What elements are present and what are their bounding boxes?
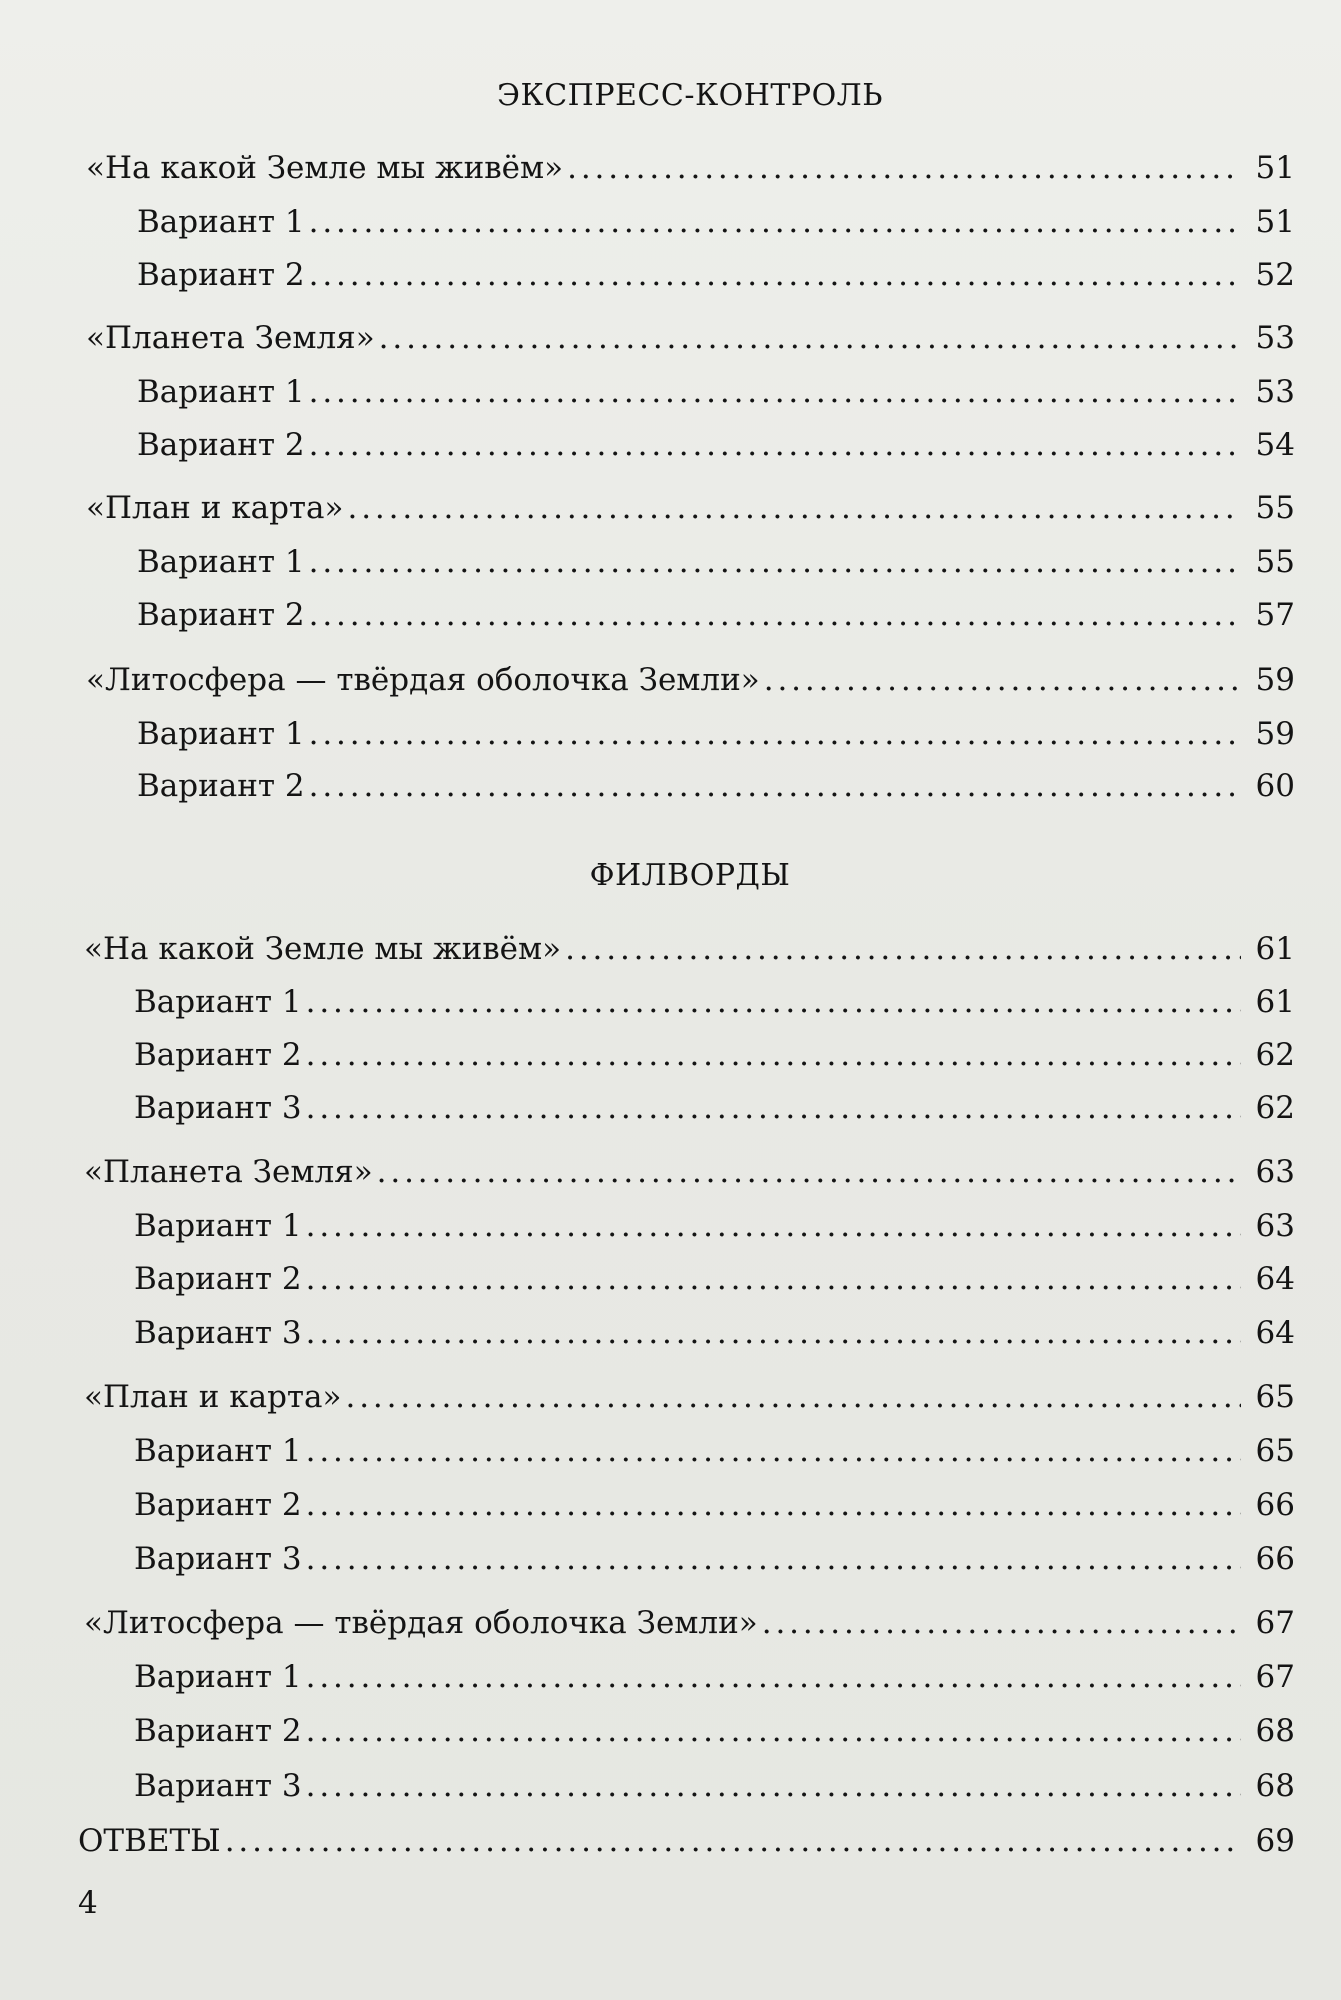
- dot-leader: [309, 374, 1241, 410]
- toc-entry-page: 55: [1255, 490, 1295, 526]
- toc-variant-label: Вариант 2: [134, 1261, 302, 1297]
- dot-leader: [309, 257, 1241, 293]
- toc-variant-page: 68: [1255, 1713, 1295, 1749]
- toc-variant-label: Вариант 2: [134, 1037, 302, 1073]
- toc-variant-entry: [134, 1261, 1295, 1297]
- toc-entry: [86, 150, 1295, 186]
- toc-entry-label: «Планета Земля»: [84, 1154, 373, 1190]
- toc-variant-label: Вариант 1: [137, 204, 305, 240]
- section-title-filwords: ФИЛВОРДЫ: [589, 858, 791, 893]
- dot-leader: [377, 1154, 1241, 1190]
- toc-variant-entry: [137, 768, 1295, 804]
- toc-entry-page: 69: [1255, 1823, 1295, 1859]
- dot-leader: [306, 1090, 1241, 1126]
- toc-variant-label: Вариант 2: [134, 1713, 302, 1749]
- section-title-express-control: ЭКСПРЕСС-КОНТРОЛЬ: [497, 78, 883, 113]
- toc-variant-entry: [134, 984, 1295, 1020]
- toc-entry: [84, 1154, 1295, 1190]
- toc-variant-entry: [134, 1487, 1295, 1523]
- dot-leader: [306, 1768, 1241, 1804]
- toc-variant-page: 62: [1255, 1090, 1295, 1126]
- dot-leader: [379, 320, 1241, 356]
- toc-variant-entry: [134, 1090, 1295, 1126]
- toc-entry-page: 51: [1255, 150, 1295, 186]
- toc-entry-page: 53: [1255, 320, 1295, 356]
- toc-variant-page: 67: [1255, 1659, 1295, 1695]
- toc-variant-label: Вариант 2: [137, 257, 305, 293]
- toc-variant-label: Вариант 1: [134, 1433, 302, 1469]
- toc-entry-label: «На какой Земле мы живём»: [86, 150, 564, 186]
- dot-leader: [306, 1208, 1241, 1244]
- toc-variant-label: Вариант 2: [137, 597, 305, 633]
- toc-variant-label: Вариант 2: [137, 427, 305, 463]
- toc-variant-label: Вариант 1: [137, 716, 305, 752]
- toc-variant-entry: [134, 1433, 1295, 1469]
- toc-variant-entry: [134, 1768, 1295, 1804]
- dot-leader: [306, 1487, 1241, 1523]
- toc-variant-page: 54: [1255, 427, 1295, 463]
- toc-entry-page: 65: [1255, 1379, 1295, 1415]
- toc-entry-label: «Литосфера — твёрдая оболочка Земли»: [84, 1605, 758, 1641]
- toc-variant-entry: [137, 257, 1295, 293]
- toc-variant-entry: [137, 374, 1295, 410]
- toc-entry-answers: [78, 1823, 1295, 1859]
- toc-variant-entry: [137, 204, 1295, 240]
- toc-variant-page: 53: [1255, 374, 1295, 410]
- toc-entry: [84, 1605, 1295, 1641]
- toc-entry: [84, 931, 1295, 967]
- toc-variant-label: Вариант 1: [134, 984, 302, 1020]
- dot-leader: [346, 1379, 1241, 1415]
- toc-variant-page: 51: [1255, 204, 1295, 240]
- toc-variant-page: 68: [1255, 1768, 1295, 1804]
- dot-leader: [309, 427, 1241, 463]
- toc-variant-entry: [134, 1713, 1295, 1749]
- dot-leader: [225, 1823, 1241, 1859]
- toc-entry-page: 67: [1255, 1605, 1295, 1641]
- toc-variant-entry: [137, 544, 1295, 580]
- toc-variant-page: 63: [1255, 1208, 1295, 1244]
- toc-variant-page: 66: [1255, 1541, 1295, 1577]
- toc-variant-entry: [134, 1541, 1295, 1577]
- dot-leader: [306, 1433, 1241, 1469]
- dot-leader: [348, 490, 1241, 526]
- toc-entry: [86, 662, 1295, 698]
- toc-variant-label: Вариант 2: [137, 768, 305, 804]
- toc-variant-page: 57: [1255, 597, 1295, 633]
- toc-variant-entry: [134, 1659, 1295, 1695]
- toc-variant-entry: [134, 1037, 1295, 1073]
- toc-variant-page: 64: [1255, 1261, 1295, 1297]
- toc-variant-entry: [134, 1208, 1295, 1244]
- toc-variant-entry: [137, 427, 1295, 463]
- toc-variant-label: Вариант 1: [137, 374, 305, 410]
- toc-entry-label: ОТВЕТЫ: [78, 1823, 221, 1859]
- toc-entry: [86, 320, 1295, 356]
- toc-variant-label: Вариант 3: [134, 1768, 302, 1804]
- dot-leader: [306, 1541, 1241, 1577]
- toc-variant-label: Вариант 1: [134, 1659, 302, 1695]
- toc-entry-label: «Планета Земля»: [86, 320, 375, 356]
- toc-variant-label: Вариант 3: [134, 1541, 302, 1577]
- toc-entry-label: «На какой Земле мы живём»: [84, 931, 562, 967]
- dot-leader: [309, 544, 1241, 580]
- toc-variant-label: Вариант 1: [137, 544, 305, 580]
- toc-variant-label: Вариант 1: [134, 1208, 302, 1244]
- toc-variant-page: 65: [1255, 1433, 1295, 1469]
- dot-leader: [306, 1315, 1241, 1351]
- dot-leader: [306, 1261, 1241, 1297]
- toc-variant-entry: [134, 1315, 1295, 1351]
- dot-leader: [764, 662, 1241, 698]
- toc-variant-page: 66: [1255, 1487, 1295, 1523]
- toc-variant-page: 59: [1255, 716, 1295, 752]
- dot-leader: [306, 1659, 1241, 1695]
- toc-variant-page: 55: [1255, 544, 1295, 580]
- toc-entry-page: 63: [1255, 1154, 1295, 1190]
- toc-entry: [86, 490, 1295, 526]
- toc-variant-entry: [137, 716, 1295, 752]
- page-number: 4: [78, 1885, 98, 1921]
- toc-variant-page: 61: [1255, 984, 1295, 1020]
- toc-entry-label: «План и карта»: [86, 490, 344, 526]
- toc-variant-label: Вариант 3: [134, 1315, 302, 1351]
- toc-entry-page: 59: [1255, 662, 1295, 698]
- toc-variant-label: Вариант 3: [134, 1090, 302, 1126]
- dot-leader: [309, 204, 1241, 240]
- dot-leader: [306, 1713, 1241, 1749]
- toc-entry: [84, 1379, 1295, 1415]
- toc-variant-label: Вариант 2: [134, 1487, 302, 1523]
- dot-leader: [762, 1605, 1241, 1641]
- toc-entry-label: «План и карта»: [84, 1379, 342, 1415]
- dot-leader: [565, 931, 1241, 967]
- toc-entry-label: «Литосфера — твёрдая оболочка Земли»: [86, 662, 760, 698]
- dot-leader: [309, 768, 1241, 804]
- dot-leader: [309, 597, 1241, 633]
- toc-variant-page: 60: [1255, 768, 1295, 804]
- toc-entry-page: 61: [1255, 931, 1295, 967]
- toc-variant-page: 64: [1255, 1315, 1295, 1351]
- toc-variant-entry: [137, 597, 1295, 633]
- toc-variant-page: 52: [1255, 257, 1295, 293]
- toc-variant-page: 62: [1255, 1037, 1295, 1073]
- dot-leader: [306, 1037, 1241, 1073]
- dot-leader: [306, 984, 1241, 1020]
- dot-leader: [567, 150, 1241, 186]
- dot-leader: [309, 716, 1241, 752]
